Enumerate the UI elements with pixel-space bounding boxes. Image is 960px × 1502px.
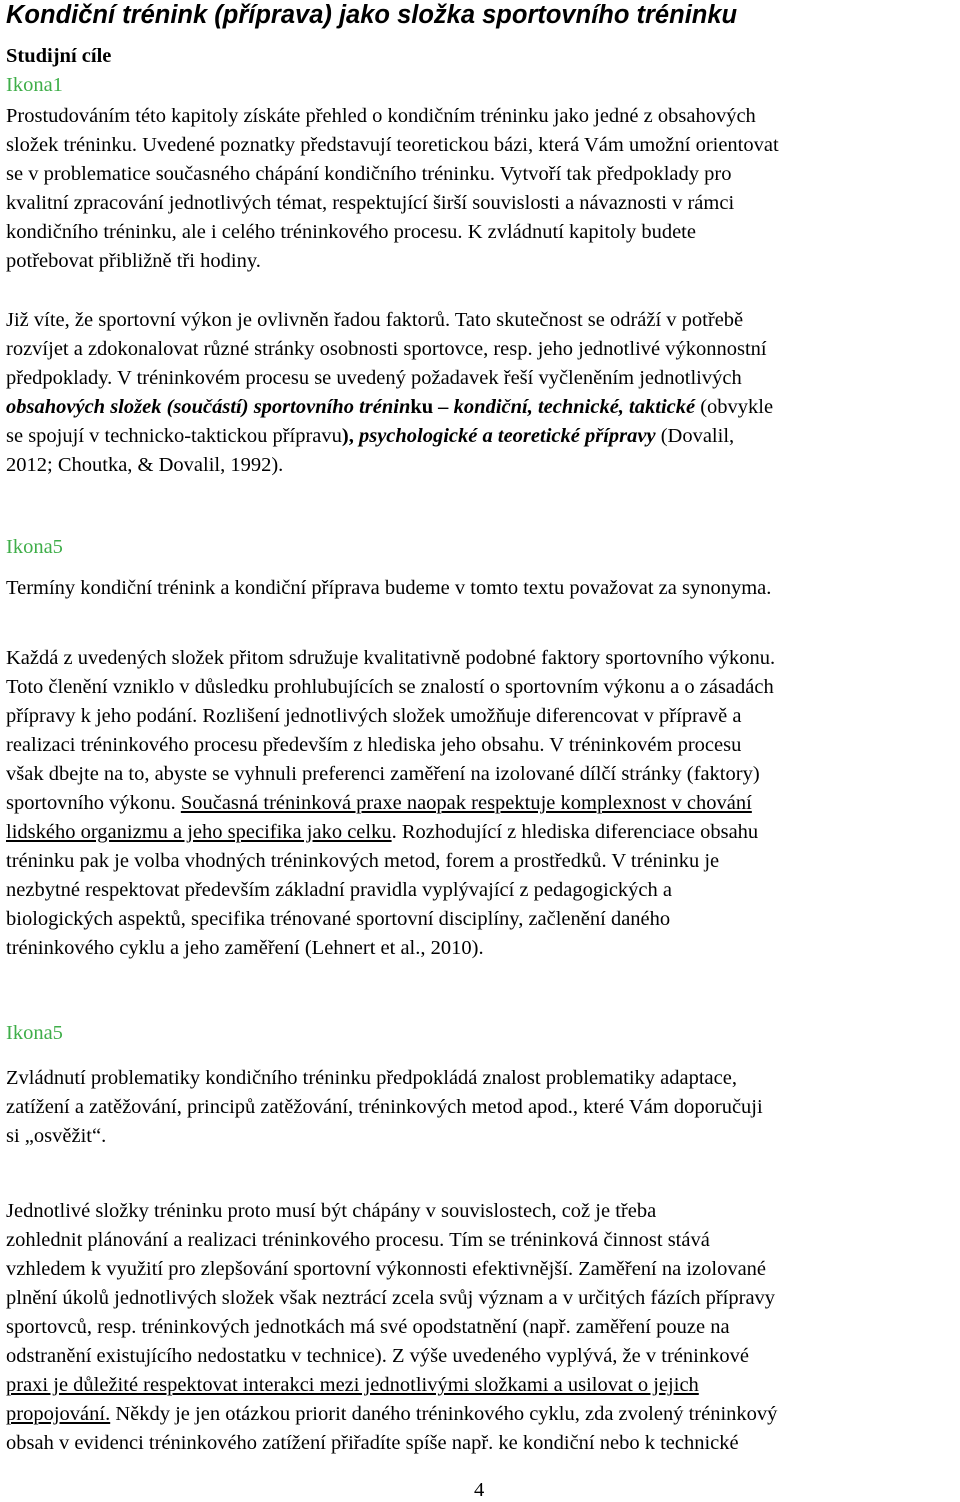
- text-line: sportovců, resp. tréninkových jednotkách má své opodstatnění (např. zaměření pouze na: [6, 1316, 730, 1338]
- study-goals-paragraph: [6, 102, 779, 276]
- text-line: zohlednit plánování a realizaci tréninkového procesu. Tím se tréninková činnost stává: [6, 1229, 710, 1251]
- intro-paragraph: [6, 306, 773, 480]
- text-line: Toto členění vzniklo v důsledku prohlubujících se znalostí o sportovním výkonu a o zásadách: [6, 676, 774, 698]
- prerequisite-note: [6, 1064, 763, 1151]
- text-line: zatížení a zatěžování, principů zatěžování, tréninkových metod apod., které Vám doporučuji: [6, 1096, 763, 1118]
- text-line: 2012; Choutka, & Dovalil, 1992).: [6, 454, 284, 476]
- text-line: Jednotlivé složky tréninku proto musí být chápány v souvislostech, což je třeba: [6, 1200, 657, 1222]
- body-paragraph-2: [6, 1197, 777, 1458]
- text-line: sportovního výkonu. Současná tréninková praxe naopak respektuje komplexnost v chování: [6, 792, 752, 814]
- text-line: však dbejte na to, abyste se vyhnuli preferenci zaměření na izolované dílčí stránky (faktory): [6, 763, 760, 785]
- text-line: realizaci tréninkového procesu především z hlediska jeho obsahu. V tréninkovém procesu: [6, 734, 742, 756]
- text-line: Každá z uvedených složek přitom sdružuje kvalitativně podobné faktory sportovního výkonu.: [6, 647, 776, 669]
- chapter-title: Kondiční trénink (příprava) jako složka sportovního tréninku: [6, 1, 738, 29]
- text-line: vzhledem k využití pro zlepšování sportovní výkonnosti efektivnější. Zaměření na izolované: [6, 1258, 767, 1280]
- text-line: lidského organizmu a jeho specifika jako celku. Rozhodující z hlediska diferenciace obsahu: [6, 821, 759, 843]
- text-line: se spojují v technicko-taktickou přípravu), psychologické a teoretické přípravy (Dovalil,: [6, 425, 735, 447]
- text-line: kvalitní zpracování jednotlivých témat, respektující širší souvislosti a návaznosti v rámci: [6, 192, 735, 214]
- text-line: Prostudováním této kapitoly získáte přehled o kondičním tréninku jako jedné z obsahových: [6, 105, 756, 127]
- text-line: obsah v evidenci tréninkového zatížení přiřadíte spíše např. ke kondiční nebo k technické: [6, 1432, 739, 1454]
- text-line: Zvládnutí problematiky kondičního tréninku předpokládá znalost problematiky adaptace,: [6, 1067, 737, 1089]
- text-line: rozvíjet a zdokonalovat různé stránky osobnosti sportovce, resp. jeho jednotlivé výkonnostní: [6, 338, 767, 360]
- text-line: složek tréninku. Uvedené poznatky představují teoretickou bázi, která Vám umožní orientovat: [6, 134, 779, 156]
- icon-label-note-1: Ikona5: [6, 536, 63, 558]
- synonym-note: [6, 574, 771, 603]
- text-line: Již víte, že sportovní výkon je ovlivněn řadou faktorů. Tato skutečnost se odráží v potřebě: [6, 309, 744, 331]
- text-line: tréninku pak je volba vhodných tréninkových metod, forem a prostředků. V tréninku je: [6, 850, 720, 872]
- text-line: biologických aspektů, specifika trénované sportovní disciplíny, začlenění daného: [6, 908, 671, 930]
- text-line: kondičního tréninku, ale i celého tréninkového procesu. K zvládnutí kapitoly budete: [6, 221, 696, 243]
- text-line: Termíny kondiční trénink a kondiční příprava budeme v tomto textu považovat za synonyma.: [6, 577, 772, 599]
- text-line: přípravy k jeho podání. Rozlišení jednotlivých složek umožňuje diferencovat v přípravě a: [6, 705, 742, 727]
- text-line: obsahových složek (součástí) sportovního tréninku – kondiční, technické, taktické (obvykle: [6, 396, 774, 418]
- study-goals-heading: Studijní cíle: [6, 45, 112, 67]
- body-paragraph-1: [6, 644, 775, 963]
- text-line: tréninkového cyklu a jeho zaměření (Lehnert et al., 2010).: [6, 937, 484, 959]
- icon-label-note-2: Ikona5: [6, 1022, 63, 1044]
- text-line: předpoklady. V tréninkovém procesu se uvedený požadavek řeší vyčleněním jednotlivých: [6, 367, 742, 389]
- text-line: propojování. Někdy je jen otázkou priorit daného tréninkového cyklu, zda zvolený tréninkový: [6, 1403, 778, 1425]
- text-line: nezbytné respektovat především základní pravidla vyplývající z pedagogických a: [6, 879, 672, 901]
- text-line: si „osvěžit“.: [6, 1125, 107, 1147]
- text-line: se v problematice současného chápání kondičního tréninku. Vytvoří tak předpoklady pro: [6, 163, 732, 185]
- page-number: 4: [474, 1479, 485, 1501]
- text-line: plnění úkolů jednotlivých složek však neztrácí zcela svůj význam a v určitých fázích přípravy: [6, 1287, 776, 1309]
- icon-label-goals: Ikona1: [6, 74, 63, 96]
- text-line: potřebovat přibližně tři hodiny.: [6, 250, 261, 272]
- text-line: odstranění existujícího nedostatku v technice). Z výše uvedeného vyplývá, že v tréninkové: [6, 1345, 749, 1367]
- text-line: praxi je důležité respektovat interakci mezi jednotlivými složkami a usilovat o jejich: [6, 1374, 699, 1396]
